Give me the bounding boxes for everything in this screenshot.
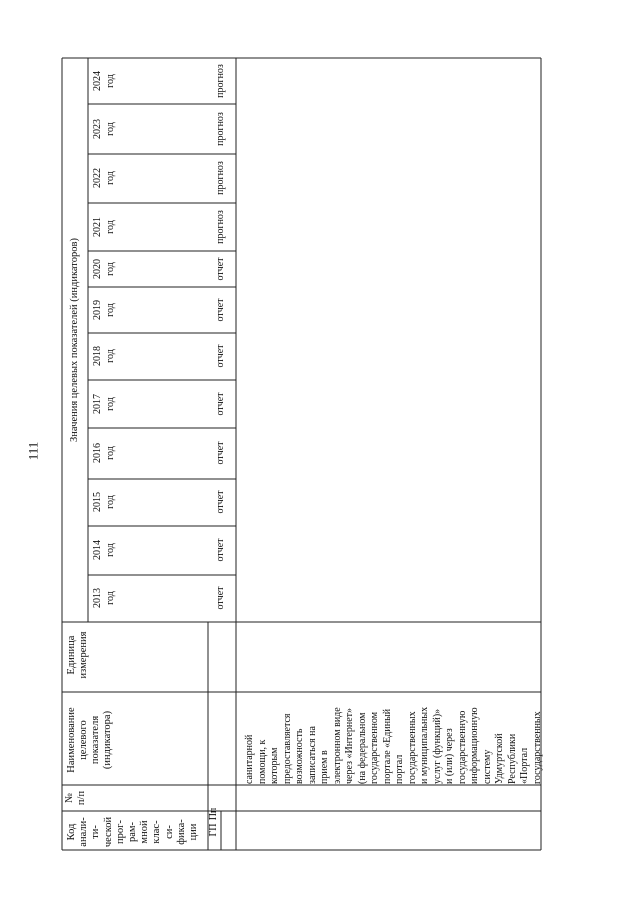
name-header-line: Наименование xyxy=(65,707,77,773)
year-status-label: отчет xyxy=(215,441,226,465)
year-status-label: прогноз xyxy=(215,161,226,195)
indicator-text-line: систему xyxy=(481,749,493,784)
year-status-label: отчет xyxy=(215,257,226,281)
code-header-line: Код xyxy=(65,823,77,841)
year-unit-label: год xyxy=(105,349,116,363)
indicator-text-line: услуг (функций)» xyxy=(431,708,443,784)
year-unit-label: год xyxy=(105,543,116,557)
indicator-text-line: прием в xyxy=(319,750,330,784)
year-label: 2023 xyxy=(92,119,103,139)
indicator-text-line: портале «Единый xyxy=(381,708,393,784)
year-status-label: прогноз xyxy=(215,64,226,98)
code-header-line: прог- xyxy=(114,820,126,844)
year-status-label: отчет xyxy=(215,586,226,610)
year-label: 2022 xyxy=(92,168,103,188)
code-header-line: ческой xyxy=(102,816,114,848)
indicator-text-line: санитарной xyxy=(244,734,255,784)
year-unit-label: год xyxy=(105,591,116,605)
year-status-label: отчет xyxy=(215,344,226,368)
year-label: 2016 xyxy=(92,443,103,463)
year-status-label: прогноз xyxy=(215,210,226,244)
indicator-text-line: «Портал xyxy=(519,747,530,784)
year-unit-label: год xyxy=(105,495,116,509)
indicator-text-line: предоставляется xyxy=(281,713,293,784)
code-sub-gp: ГП xyxy=(208,823,219,837)
year-label: 2015 xyxy=(92,492,103,512)
year-label: 2013 xyxy=(92,588,103,608)
num-header-line: п/п xyxy=(75,790,87,806)
year-label: 2020 xyxy=(92,259,103,279)
indicator-text-line: возможность xyxy=(294,728,305,784)
year-unit-label: год xyxy=(105,122,116,136)
indicator-text-line: информационную xyxy=(469,707,480,784)
year-status-label: отчет xyxy=(215,392,226,416)
code-header-line: ти- xyxy=(90,825,102,839)
year-label: 2018 xyxy=(92,346,103,366)
code-header-line: си- xyxy=(163,825,175,839)
year-unit-label: год xyxy=(105,303,116,317)
year-unit-label: год xyxy=(105,220,116,234)
year-label: 2019 xyxy=(92,300,103,320)
year-unit-label: год xyxy=(105,446,116,460)
indicator-text-line: государственном xyxy=(369,711,380,784)
year-unit-label: год xyxy=(105,74,116,88)
name-header-line: (индикатора) xyxy=(101,710,113,770)
indicator-text-line: Удмуртской xyxy=(494,733,505,784)
indicator-text-line: государственную xyxy=(456,710,468,784)
name-header-line: показателя xyxy=(89,715,101,765)
year-unit-label: год xyxy=(105,397,116,411)
year-unit-label: год xyxy=(105,171,116,185)
year-status-label: отчет xyxy=(215,490,226,514)
year-label: 2014 xyxy=(92,540,103,560)
year-unit-label: год xyxy=(105,262,116,276)
unit-header-line: Единица xyxy=(65,635,77,675)
name-header-line: целевого xyxy=(77,720,89,760)
indicator-text-line: Республики xyxy=(506,733,518,784)
code-header-line: анали- xyxy=(77,817,89,847)
indicator-text-line: помощи, к xyxy=(256,739,268,784)
year-status-label: отчет xyxy=(215,538,226,562)
year-label: 2024 xyxy=(92,71,103,91)
indicator-text-line: (на федеральном xyxy=(356,712,368,784)
indicator-text-line: портал xyxy=(394,754,405,784)
values-group-header: Значения целевых показателей (индикаторов) xyxy=(68,238,80,442)
num-header-line: № xyxy=(63,792,75,804)
code-header-line: рам- xyxy=(126,821,138,843)
indicator-text-line: государственных xyxy=(531,711,543,784)
indicator-text-line: и муниципальных xyxy=(419,706,430,784)
year-status-label: прогноз xyxy=(215,112,226,146)
page-number: 111 xyxy=(25,441,41,461)
year-label: 2021 xyxy=(92,217,103,237)
code-header-line: ции xyxy=(187,823,199,841)
indicator-text-line: записаться на xyxy=(306,726,318,784)
indicator-text-line: электронном виде xyxy=(331,707,343,784)
indicator-text-line: и (или) через xyxy=(444,728,455,784)
code-header-line: фика- xyxy=(175,819,187,845)
unit-header-line: измерения xyxy=(77,631,89,679)
indicator-text-line: через «Интернет» xyxy=(344,707,355,784)
indicator-text-line: государственных xyxy=(406,711,418,784)
year-label: 2017 xyxy=(92,394,103,414)
year-status-label: отчет xyxy=(215,298,226,322)
code-header-line: клас- xyxy=(151,820,163,844)
indicator-text-line: которым xyxy=(269,747,280,784)
code-header-line: мной xyxy=(138,820,150,844)
code-sub-pp: Пп xyxy=(208,807,219,821)
